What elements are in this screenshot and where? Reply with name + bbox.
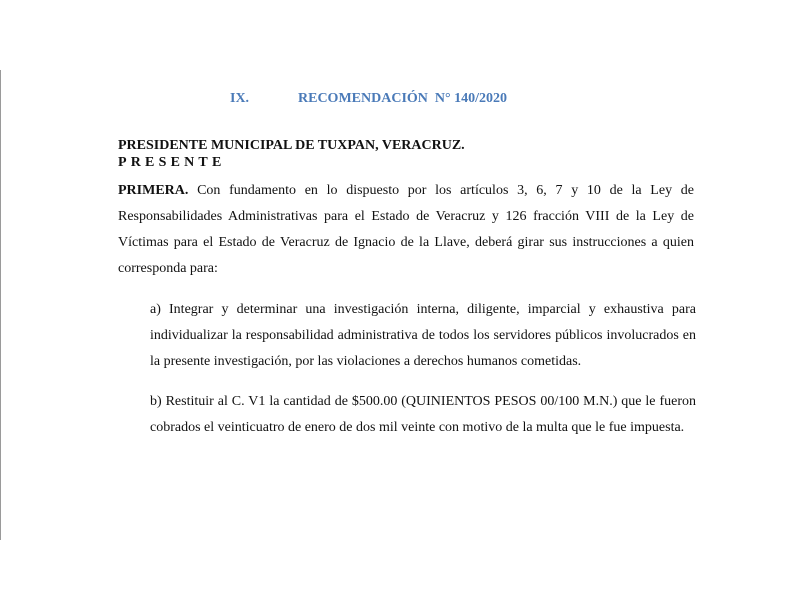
primera-text: Con fundamento en lo dispuesto por los artículos 3, 6, 7 y 10 de la Ley de Responsabilidades Administrativas para el Estado de Veracruz y 126 fracción VIII de la Ley de Víctimas para el Estado de Veracruz de Ignacio de la Llave, deberá girar sus instrucciones a quien corresponda para: (118, 183, 694, 276)
page-edge-line (0, 70, 1, 540)
addressee-presente: PRESENTE (118, 155, 226, 170)
list-item-b: b) Restituir al C. V1 la cantidad de $500.00 (QUINIENTOS PESOS 00/100 M.N.) que le fueron cobrados el veinticuatro de enero de dos mil veinte con motivo de la multa que le fue impuesta. (150, 394, 696, 435)
addressee-block (118, 137, 465, 171)
addressee-name: PRESIDENTE MUNICIPAL DE TUXPAN, VERACRUZ. (118, 138, 465, 153)
section-title: RECOMENDACIÓN N° 140/2020 (298, 91, 507, 106)
section-number: IX. (230, 91, 250, 106)
primera-label: PRIMERA. (118, 183, 189, 198)
list-item-a: a) Integrar y determinar una investigación interna, diligente, imparcial y exhaustiva para individualizar la responsabilidad administrativa de todos los servidores públicos involucrados en la presente investigación, por las violaciones a derechos humanos cometidas. (150, 302, 696, 369)
section-heading (230, 91, 507, 107)
primera-paragraph (118, 178, 694, 282)
